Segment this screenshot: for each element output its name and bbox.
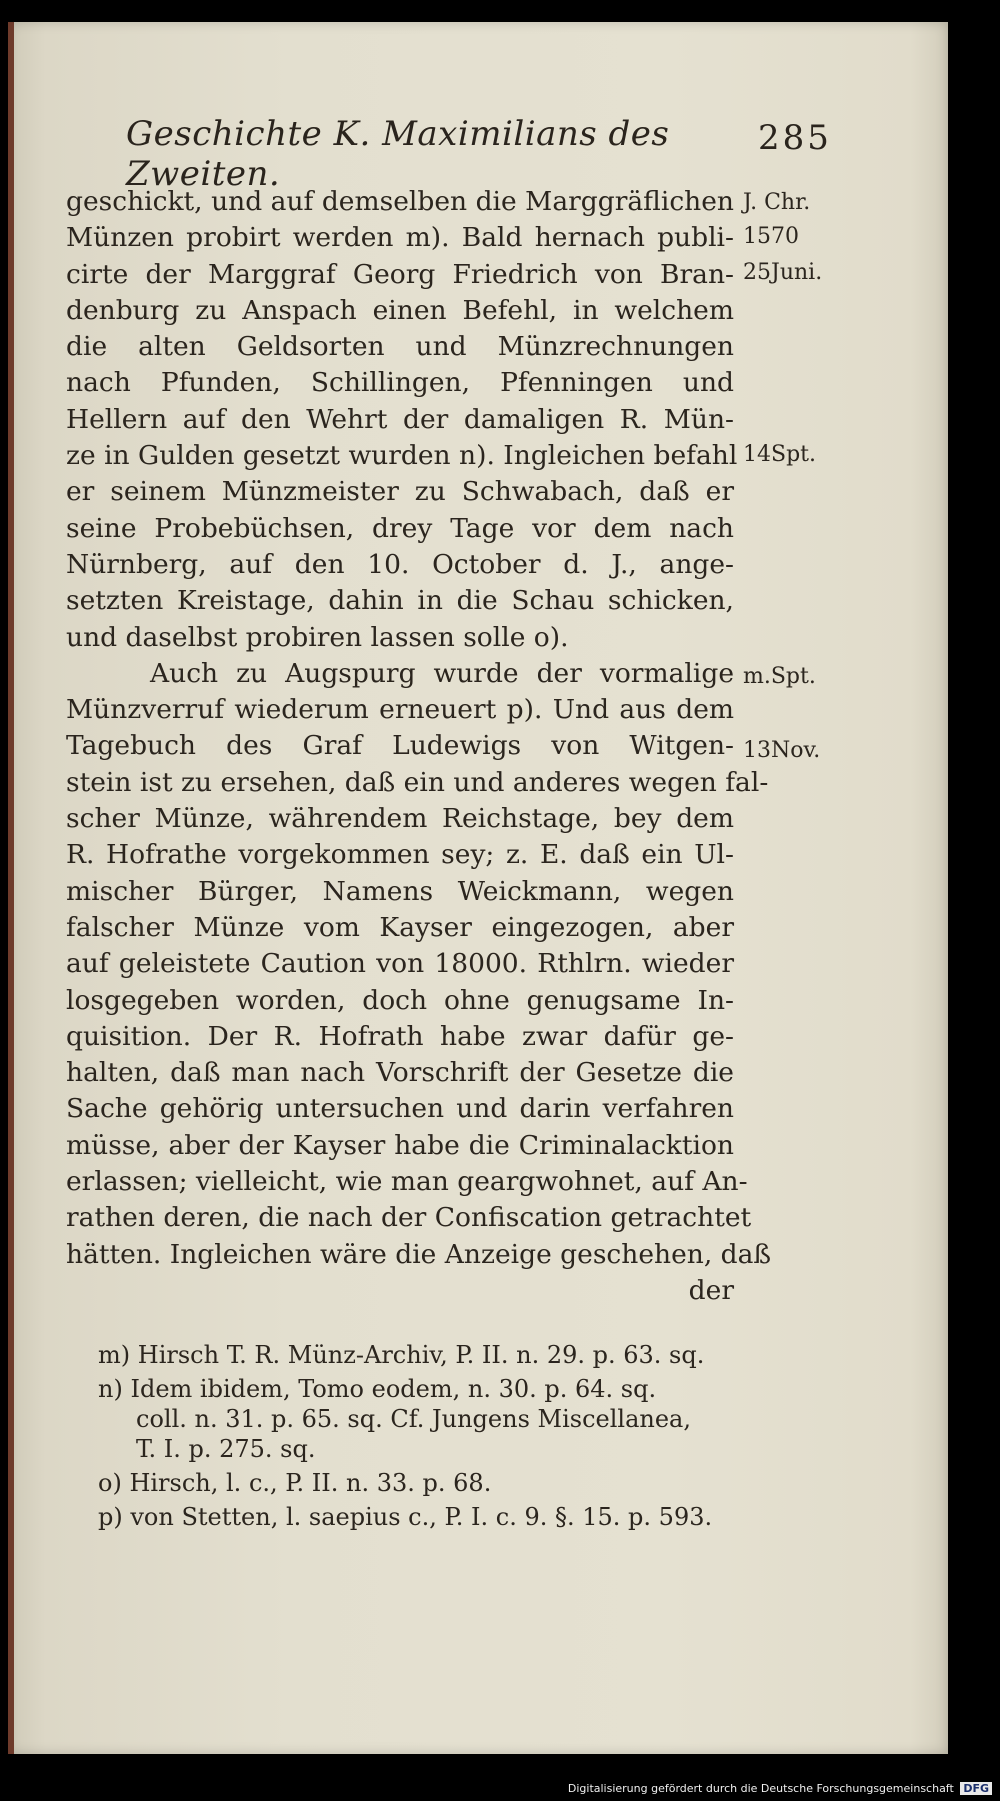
text-line: losgegeben worden, doch ohne genugsame In- — [66, 984, 734, 1016]
text-line: stein ist zu ersehen, daß ein und anderes wegen fal- — [66, 766, 769, 798]
text-line: halten, daß man nach Vorschrift der Gesetze die — [66, 1057, 734, 1089]
digitization-credit — [568, 1782, 992, 1795]
footnote-mark: p) — [98, 1503, 123, 1531]
text-line: cirte der Marggraf Georg Friedrich von Bran- — [66, 258, 734, 290]
footnote-text: Hirsch, l. c., P. II. n. 33. p. 68. — [129, 1469, 492, 1497]
running-head: Geschichte K. Maximilians des Zweiten. — [126, 114, 670, 194]
text-line: seine Probebüchsen, drey Tage vor dem nach — [66, 512, 734, 544]
text-line: die alten Geldsorten und Münzrechnungen — [66, 331, 734, 363]
footnote-continuation: coll. n. 31. p. 65. sq. Cf. Jungens Miscellanea, — [136, 1405, 691, 1433]
footnote-mark: o) — [98, 1469, 122, 1497]
text-line: mischer Bürger, Namens Weickmann, wegen — [66, 875, 734, 907]
margin-note: J. Chr. — [743, 190, 811, 215]
catchword: der — [688, 1274, 734, 1306]
text-line: setzten Kreistage, dahin in die Schau schicken, — [66, 585, 734, 617]
text-line: Tagebuch des Graf Ludewigs von Witgen- — [66, 730, 734, 762]
footnote — [98, 1340, 738, 1370]
text-line: falscher Münze vom Kayser eingezogen, aber — [66, 911, 734, 943]
text-line: und daselbst probiren lassen solle o). — [66, 621, 569, 653]
margin-note: 25Juni. — [743, 260, 823, 285]
text-line: Auch zu Augspurg wurde der vormalige — [150, 657, 734, 689]
text-line: Münzverruf wiederum erneuert p). Und aus dem — [66, 694, 734, 726]
text-line: nach Pfunden, Schillingen, Pfenningen und — [66, 367, 734, 399]
margin-note: 13Nov. — [743, 738, 821, 763]
text-line: auf geleistete Caution von 18000. Rthlrn. wieder — [66, 948, 734, 980]
text-line: denburg zu Anspach einen Befehl, in welchem — [66, 294, 734, 326]
margin-note: m.Spt. — [743, 664, 816, 689]
credit-text: Digitalisierung gefördert durch die Deutsche Forschungsgemeinschaft — [567, 1782, 954, 1795]
text-line: scher Münze, währendem Reichstage, bey dem — [66, 803, 734, 835]
text-line: er seinem Münzmeister zu Schwabach, daß er — [66, 476, 734, 508]
text-line: rathen deren, die nach der Confiscation getrachtet — [66, 1202, 752, 1234]
text-line: ze in Gulden gesetzt wurden n). Ingleichen befahl — [66, 440, 738, 472]
page-gutter — [8, 22, 14, 1754]
text-line: quisition. Der R. Hofrath habe zwar dafür ge- — [66, 1020, 734, 1052]
footnote-text: Hirsch T. R. Münz-Archiv, P. II. n. 29. p. 63. sq. — [137, 1341, 705, 1369]
dfg-logo: DFG — [960, 1782, 992, 1795]
text-line: müsse, aber der Kayser habe die Criminalacktion — [66, 1129, 734, 1161]
footnote-text: von Stetten, l. saepius c., P. I. c. 9. §. 15. p. 593. — [130, 1503, 713, 1531]
footnote-continuation: T. I. p. 275. sq. — [136, 1435, 316, 1463]
page-number: 285 — [758, 118, 832, 158]
text-line: erlassen; vielleicht, wie man geargwohnet, auf An- — [66, 1166, 748, 1198]
book-page — [8, 22, 948, 1754]
text-line: Münzen probirt werden m). Bald hernach publi- — [66, 222, 734, 254]
footnote — [98, 1374, 738, 1464]
text-line: Hellern auf den Wehrt der damaligen R. Mün- — [66, 403, 734, 435]
text-line: geschickt, und auf demselben die Marggräflichen — [66, 186, 734, 217]
footnote — [98, 1502, 738, 1532]
footnote — [98, 1468, 738, 1498]
footnote-mark: m) — [98, 1341, 131, 1369]
text-line: Nürnberg, auf den 10. October d. J., ange- — [66, 548, 734, 580]
footnote-text: Idem ibidem, Tomo eodem, n. 30. p. 64. sq. — [130, 1375, 657, 1403]
footnote-mark: n) — [98, 1375, 123, 1403]
text-line: hätten. Ingleichen wäre die Anzeige geschehen, daß — [66, 1238, 772, 1270]
margin-note: 14Spt. — [743, 442, 816, 467]
text-line: R. Hofrathe vorgekommen sey; z. E. daß ein Ul- — [66, 839, 734, 871]
margin-note: 1570 — [743, 224, 799, 249]
footnotes — [98, 1340, 738, 1536]
text-line: Sache gehörig untersuchen und darin verfahren — [66, 1093, 734, 1125]
